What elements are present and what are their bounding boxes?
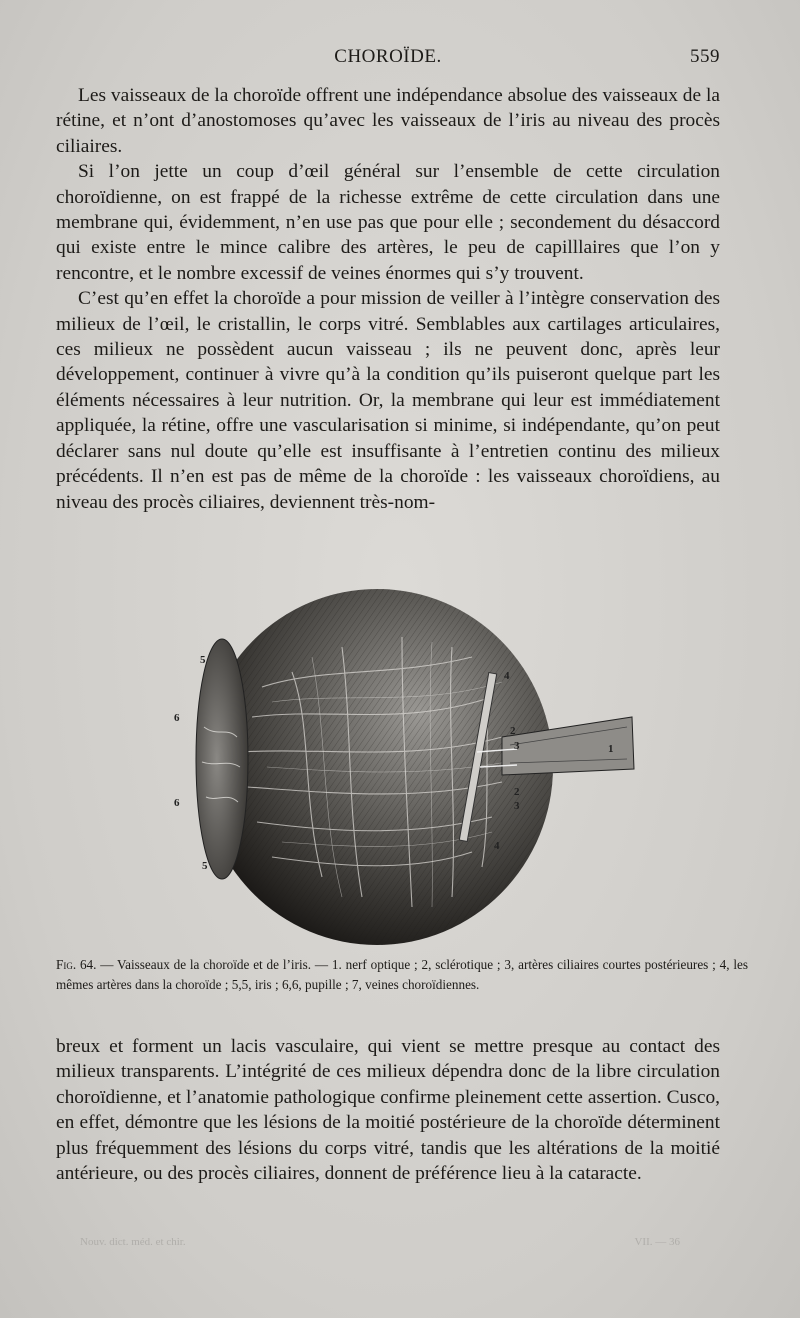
figure-caption bbox=[56, 955, 748, 996]
page-number: 559 bbox=[690, 46, 720, 67]
eyeball-illustration bbox=[172, 577, 642, 947]
figure-label: 2 bbox=[514, 786, 520, 798]
figure-label: 4 bbox=[494, 840, 500, 852]
paragraph: C’est qu’en effet la choroïde a pour mission de veiller à l’intègre conservation des milieux de l’œil, le cristallin, le corps vitré. Semblables aux cartilages articulaires, ces milieux ne possèdent aucun vaisseau ; ils ne peuvent donc, après leur développement, continuer à vivre qu’à la condition qu’ils puiseront quelque part les éléments nécessaires à leur nutrition. Or, la membrane qui leur est immédiatement appliquée, la rétine, offre une vascularisation si minime, si indépendante, qu’on peut déclarer sans nul doute qu’elle est insuffisante à l’entretien continu des milieux précédents. Il n’en est pas de même de la choroïde : les vaisseaux choroïdiens, au niveau des procès ciliaires, deviennent très-nom- bbox=[56, 288, 720, 513]
figure-label: 4 bbox=[504, 670, 510, 682]
figure-number: Fig. 64. bbox=[56, 957, 97, 972]
footer-bleedthrough bbox=[80, 1236, 680, 1256]
caption-text: — Vaisseaux de la choroïde et de l’iris. — 1. nerf optique ; 2, sclérotique ; 3, artères ciliaires courtes postérieures ; 4, les mêmes artères dans la choroïde ; 5,5, iris ; 6,6, pupille ; 7, veines choroïdiennes. bbox=[56, 957, 748, 993]
figure-label: 3 bbox=[514, 800, 520, 812]
body-text-top bbox=[56, 83, 720, 515]
paragraph: Si l’on jette un coup d’œil général sur l’ensemble de cette circulation choroïdienne, on est frappé de la richesse extrême de cette circulation dans une membrane qui, évidemment, n’en use pas que pour elle ; secondement du désaccord qui existe entre le mince calibre des artères, le peu de capilllaires que l’on y rencontre, et le nombre excessif de veines énormes qui s’y trouvent. bbox=[56, 161, 720, 284]
iris-front bbox=[196, 639, 248, 879]
running-head bbox=[56, 46, 720, 74]
eye-engraving-figure bbox=[172, 577, 642, 947]
body-text-bottom bbox=[56, 1034, 720, 1186]
figure-label: 3 bbox=[514, 740, 520, 752]
paragraph: breux et forment un lacis vasculaire, qui vient se mettre presque au contact des milieux transparents. L’intégrité de ces milieux dépendra donc de la libre circulation choroïdienne, et l’anatomie pathologique confirme pleinement cette assertion. Cusco, en effet, démontre que les lésions de la moitié postérieure de la choroïde déterminent plus fréquemment des lésions du corps vitré, tandis que les altérations de la moitié antérieure, ou des procès ciliaires, donnent de préférence lieu à la cataracte. bbox=[56, 1036, 720, 1185]
figure-label: 2 bbox=[510, 725, 516, 737]
running-head-title: CHOROÏDE. bbox=[334, 46, 442, 67]
figure-label: 6 bbox=[174, 797, 180, 809]
footer-left: Nouv. dict. méd. et chir. bbox=[80, 1236, 186, 1248]
figure-label: 1 bbox=[608, 743, 614, 755]
figure-label: 6 bbox=[174, 712, 180, 724]
figure-label: 5 bbox=[200, 654, 206, 666]
paragraph: Les vaisseaux de la choroïde offrent une indépendance absolue des vaisseaux de la rétine, et n’ont d’anostomoses qu’avec les vaisseaux de l’iris au niveau des procès ciliaires. bbox=[56, 85, 720, 157]
figure-label: 5 bbox=[202, 860, 208, 872]
footer-right: VII. — 36 bbox=[634, 1236, 680, 1248]
